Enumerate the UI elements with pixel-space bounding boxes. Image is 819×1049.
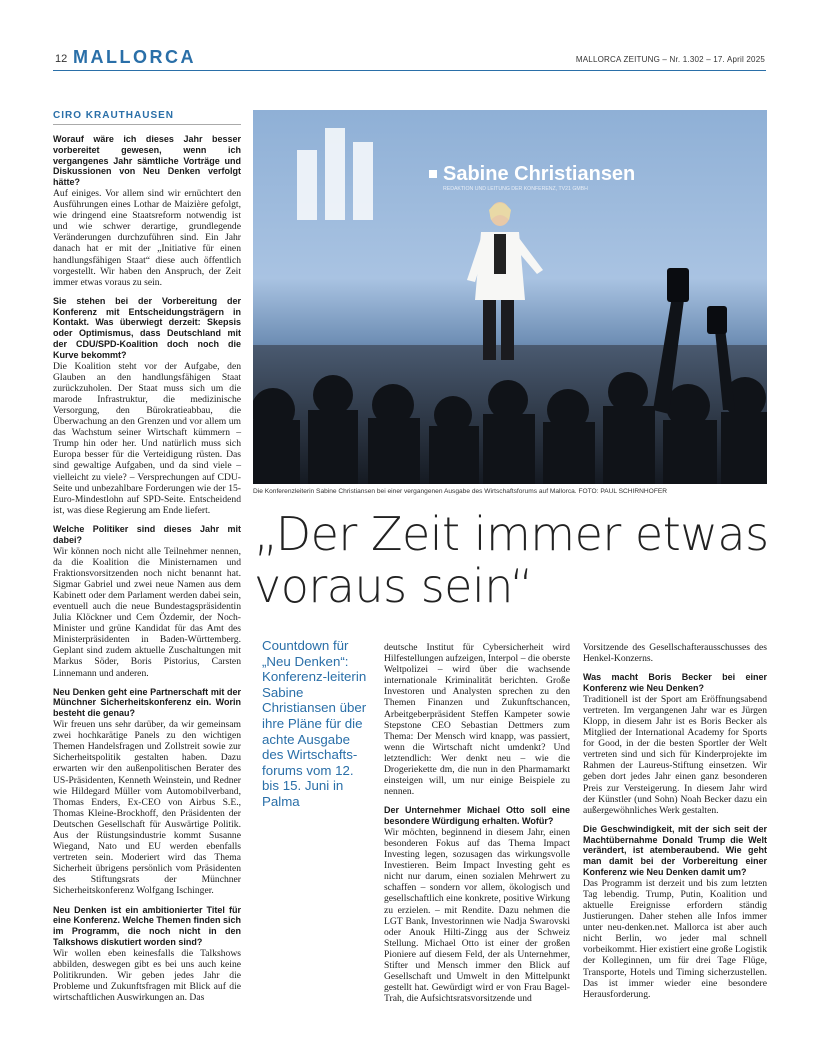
question: Neu Denken geht eine Partnerschaft mit der Münchner Sicherheitskonferenz ein. Worin besteht die genau? bbox=[53, 686, 241, 719]
author-rule bbox=[53, 124, 241, 125]
answer: Wir können noch nicht alle Teilnehmer nennen, da die Koalition die Ministernamen und Fraktionsvorsitzenden noch nicht benannt hat. Sigmar Gabriel und zwei neue Namen aus dem Kabinett oder dem Parlament werden dabei sein, eventuell auch die neue Bundestagspräsidentin Julia Klöckner und Cem Özdemir, der Noch-Minister und grüne Kandidat für das Amt des Ministerpräsidenten in Baden-Württemberg. Geplant sind zudem aktuelle Zuschaltungen mit Markus Söder, Boris Pistorius, Carsten Linnemann und anderen. bbox=[53, 545, 241, 679]
question: Die Geschwindigkeit, mit der sich seit der Machtübernahme Donald Trump die Welt verändert, ist atemberaubend. Wie geht man damit bei der Vorbereitung einer Konferenz wie Neu Denken damit um? bbox=[583, 823, 767, 877]
photo-illustration bbox=[253, 110, 767, 484]
screen-subtitle: REDAKTION UND LEITUNG DER KONFERENZ, TV21 GMBH bbox=[443, 186, 588, 192]
question: Der Unternehmer Michael Otto soll eine besondere Würdigung erhalten. Wofür? bbox=[384, 805, 570, 827]
article-column-3 bbox=[583, 642, 767, 1005]
answer: Auf einiges. Vor allem sind wir ernüchtert den Ausführungen eines Lothar de Maizière gefolgt, wie dringend eine Staatsreform notwendig ist und wie schwer derartige, grundlegende Veränderungen durchzuführen sind. Ein Jahr danach hat er mit der „Initiative für einen handlungsfähigen Staat“ diese auch öffentlich vorgestellt. Wir haben den Anspruch, der Zeit immer etwas voraus zu sein. bbox=[53, 187, 241, 288]
author-byline: CIRO KRAUTHAUSEN bbox=[53, 110, 174, 121]
article-column-1 bbox=[53, 134, 241, 1008]
section-title: MALLORCA bbox=[73, 47, 196, 67]
answer: Traditionell ist der Sport am Eröffnungsabend vertreten. Im vergangenen Jahr war es Jürgen Klopp, in diesem Jahr ist es Boris Becker als Mitglied der International Academy for Sports for Good, in der die besten Sportler der Welt vertreten sind und sich für Kinderprojekte im Rahmen der Laureus-Stiftung einsetzen. Wir geben dort jedes Jahr einen ganz besonderen Preis zur Versteigerung. In diesem Jahr wird der Künstler (und Sohn) Noah Becker dazu ein außergewöhnliches Werk gestalten. bbox=[583, 693, 767, 816]
answer: Wir freuen uns sehr darüber, da wir gemeinsam zwei hochkarätige Panels zu den wichtigen Themen Handelsfragen und Zollstreit sowie zur Sicherheitspolitik gestalten haben. Dazu erwarten wir den außenpolitischen Berater des US-Präsidenten, Kenneth Weinstein, und Redner wie Hildegard Müller vom Automobilverband, Thomas Enders, Ex-CEO von Airbus S.E., Thomas Kleine-Brockhoff, den Präsidenten der Deutschen Gesellschaft für Auswärtige Politik. Aus der Rüstungsindustrie kommt Susanne Wiegand, Nato und EU werden ebenfalls vertreten sein. Moderiert wird das Thema Sicherheit übrigens persönlich vom Präsidenten des Stiftungsrats der Münchner Sicherheitskonferenz Wolfgang Ischinger. bbox=[53, 719, 241, 897]
answer: Wir möchten, beginnend in diesem Jahr, einen besonderen Fokus auf das Thema Impact Investing legen, sozusagen das wirkungsvolle Investieren. Beim Impact Investing geht es nicht nur darum, einen sozialen Mehrwert zu schaffen – sondern vor allem, ökologisch und gesellschaftlich eine konkrete, positive Wirkung zu erzielen. – mit Rendite. Dazu nehmen die LGT Bank, Investorinnen wie Nadja Swarovski oder Anouk Hilti-Zingg aus der Schweiz Stellung. Michael Otto ist einer der großen Pioniere auf diesem Feld, der als Unternehmer, Stifter und Mensch immer den Blick auf Gesellschaft und Umwelt in den Mittelpunkt gestellt hat. Gewürdigt wird er von Frau Bagel-Trah, die Aufsichtsratsvorsitzende und bbox=[384, 826, 570, 1005]
question: Welche Politiker sind dieses Jahr mit dabei? bbox=[53, 523, 241, 545]
page-number: 12 bbox=[55, 53, 68, 65]
photo-caption: Die Konferenzleiterin Sabine Christiansen bei einer vergangenen Ausgabe des Wirtschaftsforums auf Mallorca. FOTO: PAUL SCHIRNHOFER bbox=[253, 488, 668, 495]
answer: Vorsitzende des Gesellschafterausschusses des Henkel-Konzerns. bbox=[583, 642, 767, 665]
question: Worauf wäre ich dieses Jahr besser vorbereitet gewesen, wenn ich vergangenes Jahr sämtliche Vorträge und Diskussionen von Neu Denken verfolgt hätte? bbox=[53, 134, 241, 188]
speaker-figure bbox=[467, 202, 543, 360]
screen-name: Sabine Christiansen bbox=[443, 163, 636, 185]
answer: Die Koalition steht vor der Aufgabe, den Glauben an den handlungsfähigen Staat zurückzuholen. Der Staat muss sich um die marode Infrastruktur, die medizinische Versorgung, den Bürokratieabbau, die Überwachung an den Grenzen und vor allem um das Wachstum seiner Wirtschaft kümmern – Trump hin oder her. Und natürlich muss sich Europa besser für die Verteidigung rüsten. Das sind gewaltige Aufgaben, und da sind viele – vielleicht zu viele? – Versprechungen auf CDU-Seite und unbezahlbare Forderungen wie der 15-Euro-Mindestlohn auf SPD-Seite. Entscheidend ist, was diese Regierung am Ende liefert. bbox=[53, 360, 241, 516]
conference-photo bbox=[253, 110, 767, 484]
question: Was macht Boris Becker bei einer Konferenz wie Neu Denken? bbox=[583, 672, 767, 693]
question: Sie stehen bei der Vorbereitung der Konferenz mit Entscheidungsträgern in Kontakt. Was überwiegt derzeit: Skepsis oder Optimismus, dass Deutschland mit der CDU/SPD-Koalition doch noch die Kurve bekommt? bbox=[53, 295, 241, 360]
answer: deutsche Institut für Cybersicherheit wird Hilfestellungen aufzeigen, Interpol – die oberste Weltpolizei – wird über die wachsende internationale Kriminalität berichten. Große Investoren und Analysten sprechen zu den Themen Finanzen und Zukunftschancen, Arbeitgeberpräsident Steffen Kampeter sowie Stepstone CEO Sebastian Dettmers zum Thema: Der Mensch wird knapp, was passiert, wenn die Wirtschaft nicht umdenkt? Und letztendlich: Wer denkt neu – wie die Drogeriekette dm, die nun in den Pharmamarkt einsteigen will, um nur einige Beispiele zu nennen. bbox=[384, 642, 570, 798]
headline: „Der Zeit immer etwas voraus sein“ bbox=[254, 507, 769, 613]
article-column-2 bbox=[384, 642, 570, 1009]
header-rule bbox=[53, 70, 766, 71]
answer: Das Programm ist derzeit und bis zum letzten Tag lebendig. Trump, Putin, Koalition und aktuelle Ereignisse erfordern ständig Justierungen. Daher stehen alle Infos immer unter neu-denken.net. Mallorca ist aber auch nicht Berlin, wo jeder mal schnell vorbeikommt. Hier existiert eine große Logistik der Kolleginnen, um für drei Tage Flüge, Transporte, Hotels und Timing sicherzustellen. Das ist immer wieder eine besondere Herausforderung. bbox=[583, 877, 767, 1000]
answer: Wir wollen eben keinesfalls die Talkshows abbilden, deswegen gibt es bei uns auch keine Politikrunden. Wir geben jedes Jahr die Probleme und Zukunftsfragen mit Blick auf die wirtschaftlichen Auswirkungen an. Das bbox=[53, 947, 241, 1004]
question: Neu Denken ist ein ambitionierter Titel für eine Konferenz. Welche Themen finden sich im Programm, die noch nicht in den Talkshows diskutiert worden sind? bbox=[53, 904, 241, 947]
kicker-text: Countdown für „Neu Denken“: Konferenz-leiterin Sabine Christiansen über ihre Pläne für die achte Ausgabe des Wirtschafts-forums vom 12. bis 15. Juni in Palma bbox=[262, 638, 367, 809]
issue-line: MALLORCA ZEITUNG – Nr. 1.302 – 17. April 2025 bbox=[575, 55, 765, 64]
